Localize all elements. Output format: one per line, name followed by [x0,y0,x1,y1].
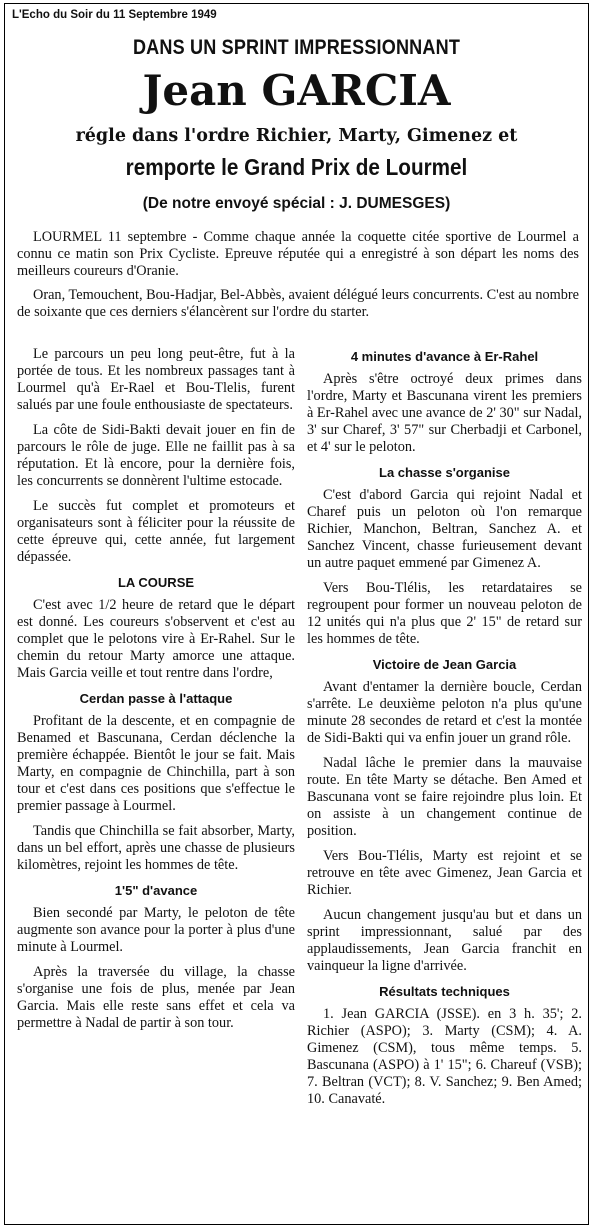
paragraph: Vers Bou-Tlélis, Marty est rejoint et se retrouve en tête avec Gimenez, Jean Garcia et Richier. [307,848,582,898]
byline: (De notre envoyé spécial : J. DUMESGES) [142,195,451,212]
subheading: 1'5" d'avance [114,883,198,898]
subheading: LA COURSE [117,575,195,590]
paragraph: Tandis que Chinchilla se fait absorber, Marty, dans un bel effort, après une chasse de plusieurs kilomètres, rejoint les hommes de tête. [17,823,295,873]
subheading: La chasse s'organise [379,465,510,480]
subheading: Cerdan passe à l'attaque [79,691,233,706]
subheading: Résultats techniques [379,984,510,999]
paragraph: La côte de Sidi-Bakti devait jouer en fin de parcours le rôle de juge. Elle ne faillit pas à sa réputation. Et là encore, pour la dernière fois, les concurrents se donnèrent l'ultime estocade. [17,422,295,489]
intro-paragraph: Oran, Temouchent, Bou-Hadjar, Bel-Abbès, avaient délégué leurs concurrents. C'est au nombre de soixante que ces derniers s'élancèrent sur l'ordre du starter. [17,287,579,320]
right-column [307,346,582,1116]
paragraph: Le parcours un peu long peut-être, fut à la portée de tous. Et les nombreux passages tant à Lourmel qu'à Er-Rael et Bou-Tlelis, furent salués par une foule enthousiaste de spectateurs. [17,346,295,413]
source-line: L'Echo du Soir du 11 Septembre 1949 [12,9,217,21]
kicker-headline: DANS UN SPRINT IMPRESSIONNANT [132,36,461,59]
paragraph: Le succès fut complet et promoteurs et organisateurs sont à féliciter pour la réussite de cette épreuve qui, cette année, fut largement dépassée. [17,498,295,565]
intro-section [17,229,579,328]
deck-line-1: régle dans l'ordre Richier, Marty, Gimenez et [75,126,518,146]
paragraph: C'est d'abord Garcia qui rejoint Nadal et Charef puis un peloton où l'on remarque Richier, Manchon, Beltran, Sanchez A. et Sanchez Vincent, chasse furieusement devant un autre paquet emmené par Gimenez A. [307,487,582,571]
paragraph: Avant d'entamer la dernière boucle, Cerdan s'arrête. Le deuxième peloton n'a plus qu'une minute 28 secondes de retard et c'est la montée de Sidi-Bakti qui va enfin jouer un grand rôle. [307,679,582,746]
paragraph: C'est avec 1/2 heure de retard que le départ est donné. Les coureurs s'observent et c'est au complet que le pelotons vire à Er-Rahel. Sur le chemin du retour Marty amorce une attaque. Mais Garcia veille et tout rentre dans l'ordre, [17,597,295,681]
paragraph: Après s'être octroyé deux primes dans l'ordre, Marty et Bascunana virent les premiers à Er-Rahel avec une avance de 2' 30" sur Nadal, 3' sur Charef, 3' 57" sur Cherbadji et Carbonel, et 4' sur le peloton. [307,371,582,455]
paragraph: Profitant de la descente, et en compagnie de Benamed et Bascunana, Cerdan déclenche la première échappée. Bientôt le jour se fait. Mais Marty, en compagnie de Chinchilla, part à son tour et c'est dans ces positions que s'effectue le premier passage à Lourmel. [17,713,295,814]
paragraph: Bien secondé par Marty, le peloton de tête augmente son avance pour la porter à plus d'une minute à Lourmel. [17,905,295,955]
paragraph: Nadal lâche le premier dans la mauvaise route. En tête Marty se détache. Ben Amed et Bascunana vont se faire rejoindre plus loin. Et on assiste à un changement continue de position. [307,755,582,839]
paragraph: Après la traversée du village, la chasse s'organise une fois de plus, menée par Jean Garcia. Mais elle reste sans effet et cela va permettre à Nadal de partir à son tour. [17,964,295,1031]
left-column [17,346,295,1040]
results-list: 1. Jean GARCIA (JSSE). en 3 h. 35'; 2. Richier (ASPO); 3. Marty (CSM); 4. A. Gimenez (CSM), tous même temps. 5. Bascunana (ASPO) à 1' 15"; 6. Chareuf (VSB); 7. Beltran (VCT); 8. V. Sanchez; 9. Ben Amed; 10. Canavaté. [307,1006,582,1107]
paragraph: Aucun changement jusqu'au but et dans un sprint impressionnant, salué par des applaudissements, Jean Garcia franchit en vainqueur la ligne d'arrivée. [307,907,582,974]
main-headline: Jean GARCIA [142,66,451,115]
deck-line-2: remporte le Grand Prix de Lourmel [125,154,468,180]
paragraph: Vers Bou-Tlélis, les retardataires se regroupent pour former un nouveau peloton de 12 unités qui n'a plus que 2' 15" de retard sur les hommes de tête. [307,580,582,647]
newspaper-clipping [4,3,589,1225]
subheading: Victoire de Jean Garcia [372,657,517,672]
subheading: 4 minutes d'avance à Er-Rahel [350,349,539,364]
intro-paragraph: LOURMEL 11 septembre - Comme chaque année la coquette citée sportive de Lourmel a connu ce matin son Prix Cycliste. Epreuve réputée qui a enregistré à son départ les noms des meilleurs coureurs d'Oranie. [17,229,579,279]
